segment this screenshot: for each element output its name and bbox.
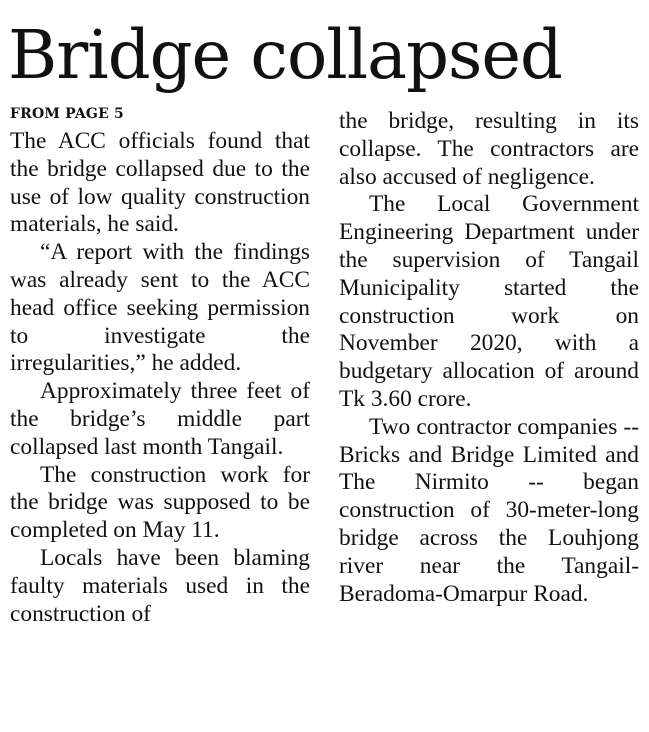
paragraph: Two contractor companies -- Bricks and Bridge Limited and The Nirmito -- began construction of 30-meter-long bridge across the Louhjong river near the Tangail-Beradoma-Omarpur Road. <box>339 413 639 607</box>
article-column-right <box>339 108 639 608</box>
continued-from-label: FROM PAGE 5 <box>10 106 124 122</box>
paragraph: “A report with the findings was already sent to the ACC head office seeking permission to investigate the irregularities,” he added. <box>10 239 310 377</box>
paragraph: Locals have been blaming faulty materials used in the construction of <box>10 544 310 627</box>
paragraph: the bridge, resulting in its collapse. The contractors are also accused of negligence. <box>339 108 639 190</box>
article-column-left <box>10 128 310 628</box>
paragraph: The ACC officials found that the bridge collapsed due to the use of low quality construction materials, he said. <box>10 128 310 238</box>
paragraph: Approximately three feet of the bridge’s middle part collapsed last month Tangail. <box>10 378 310 460</box>
headline: Bridge collapsed <box>8 16 562 94</box>
paragraph: The Local Government Engineering Department under the supervision of Tangail Municipality started the construction work on November 2020, with a budgetary allocation of around Tk 3.60 crore. <box>339 191 639 412</box>
paragraph: The construction work for the bridge was supposed to be completed on May 11. <box>10 461 310 544</box>
